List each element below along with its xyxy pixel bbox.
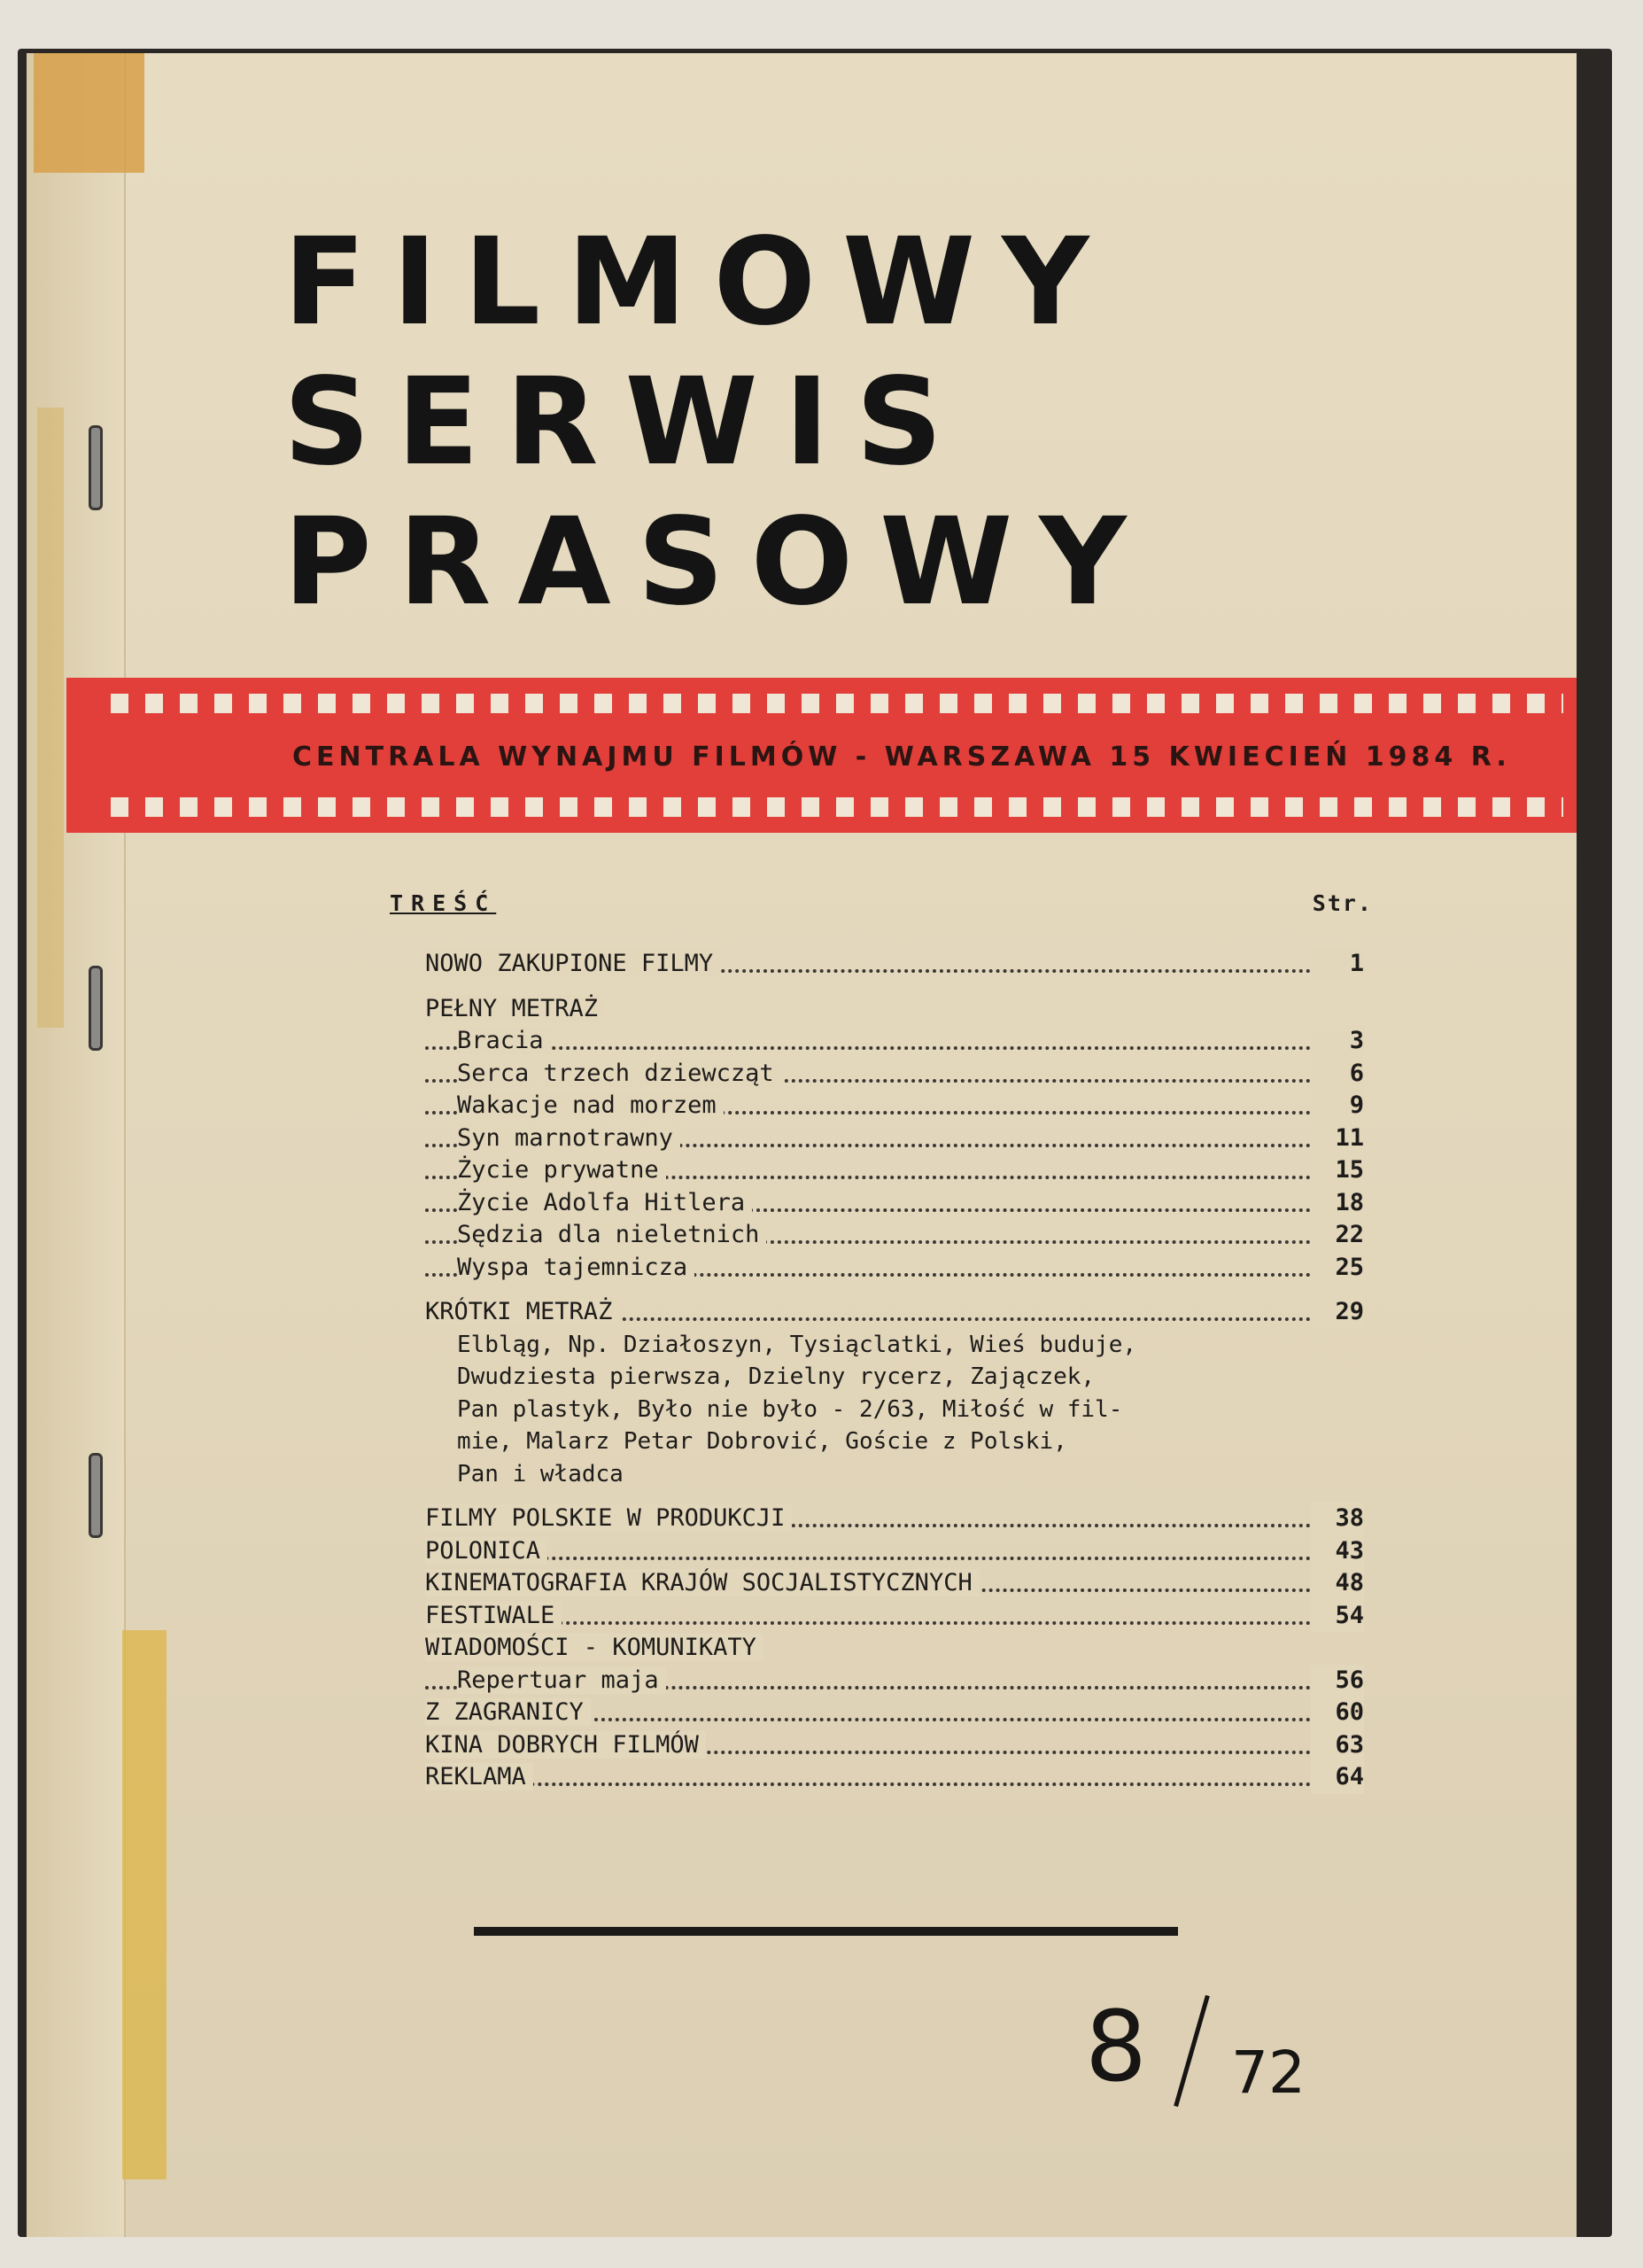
toc-page: 9	[1311, 1090, 1364, 1122]
toc-row	[425, 1503, 1364, 1535]
toc-row	[425, 1567, 1364, 1600]
issue-year: 72	[1231, 2039, 1306, 2107]
toc-row	[425, 1761, 1364, 1794]
toc-row	[425, 1535, 1364, 1568]
tape-left	[37, 408, 64, 1028]
toc-page: 60	[1311, 1697, 1364, 1729]
film-perforations-bottom	[111, 797, 1563, 817]
issue-slash	[1174, 1995, 1210, 2107]
banner-text: CENTRALA WYNAJMU FILMÓW - WARSZAWA 15 KWIECIEŃ 1984 R.	[292, 742, 1511, 773]
table-of-contents	[425, 948, 1364, 1794]
toc-row	[425, 1154, 1364, 1187]
toc-row	[425, 1729, 1364, 1762]
toc-label: Życie prywatne	[457, 1156, 666, 1184]
toc-header	[390, 890, 1373, 926]
toc-label: Wyspa tajemnicza	[457, 1254, 694, 1281]
short-films-line: Pan i władca	[457, 1460, 624, 1487]
spine	[27, 53, 126, 2237]
toc-page: 48	[1311, 1567, 1364, 1600]
toc-label: WIADOMOŚCI - KOMUNIKATY	[425, 1634, 763, 1661]
toc-label: KINEMATOGRAFIA KRAJÓW SOCJALISTYCZNYCH	[425, 1569, 980, 1596]
toc-page: 43	[1311, 1535, 1364, 1568]
issue-number-value: 8	[1085, 1990, 1147, 2103]
toc-page: 11	[1311, 1122, 1364, 1155]
toc-label: POLONICA	[425, 1537, 547, 1565]
film-perforations-top	[111, 694, 1563, 713]
toc-page: 29	[1311, 1296, 1364, 1329]
staple-1	[89, 425, 103, 510]
toc-page: 56	[1311, 1665, 1364, 1697]
toc-page: 25	[1311, 1252, 1364, 1285]
toc-label: KRÓTKI METRAŻ	[425, 1298, 619, 1325]
toc-label: Życie Adolfa Hitlera	[457, 1189, 752, 1216]
toc-label: Z ZAGRANICY	[425, 1698, 591, 1726]
toc-row	[425, 1058, 1364, 1091]
toc-row	[425, 1252, 1364, 1285]
film-strip-banner	[66, 678, 1577, 833]
toc-page: 54	[1311, 1600, 1364, 1633]
tape-top	[34, 53, 144, 173]
staple-2	[89, 966, 103, 1051]
toc-row	[425, 1697, 1364, 1729]
short-films-line: Elbląg, Np. Działoszyn, Tysiąclatki, Wieś buduje,	[457, 1331, 1137, 1358]
toc-row	[425, 1296, 1364, 1329]
toc-page: 64	[1311, 1761, 1364, 1794]
toc-label: PEŁNY METRAŻ	[425, 995, 605, 1022]
toc-label: FESTIWALE	[425, 1602, 562, 1629]
short-films-line: Pan plastyk, Było nie było - 2/63, Miłość w fil-	[457, 1395, 1123, 1423]
toc-row	[425, 993, 1364, 1026]
toc-label: Repertuar maja	[457, 1666, 666, 1694]
short-films-line: Dwudziesta pierwsza, Dzielny rycerz, Zajączek,	[457, 1363, 1096, 1390]
toc-page: 22	[1311, 1219, 1364, 1252]
toc-page-header: Str.	[1312, 890, 1373, 916]
toc-row	[425, 1122, 1364, 1155]
short-films-line: mie, Malarz Petar Dobrović, Goście z Polski,	[457, 1428, 1067, 1455]
masthead-line-3: PRASOWY	[283, 493, 1153, 633]
toc-label: KINA DOBRYCH FILMÓW	[425, 1731, 706, 1759]
masthead	[283, 213, 1153, 633]
staple-3	[89, 1453, 103, 1538]
toc-label: REKLAMA	[425, 1763, 533, 1790]
toc-label: Wakacje nad morzem	[457, 1091, 724, 1119]
toc-label: Serca trzech dziewcząt	[457, 1060, 781, 1087]
toc-row	[425, 1219, 1364, 1252]
toc-label: Syn marnotrawny	[457, 1124, 680, 1152]
toc-label: Bracia	[457, 1027, 551, 1054]
toc-row	[425, 1665, 1364, 1697]
toc-page: 15	[1311, 1154, 1364, 1187]
toc-row	[425, 948, 1364, 981]
toc-row	[425, 1187, 1364, 1220]
toc-label: NOWO ZAKUPIONE FILMY	[425, 950, 720, 977]
toc-label: Sędzia dla nieletnich	[457, 1221, 766, 1248]
magazine-cover	[27, 53, 1577, 2237]
toc-row	[425, 1090, 1364, 1122]
tape-bottom	[122, 1630, 167, 2179]
toc-page: 1	[1311, 948, 1364, 981]
toc-page: 38	[1311, 1503, 1364, 1535]
toc-row	[425, 1632, 1364, 1665]
toc-page: 3	[1311, 1025, 1364, 1058]
toc-page: 18	[1311, 1187, 1364, 1220]
toc-row	[425, 1025, 1364, 1058]
toc-title: TREŚĆ	[390, 890, 497, 916]
issue-number	[1085, 1984, 1377, 2126]
toc-row	[425, 1600, 1364, 1633]
horizontal-rule	[474, 1927, 1178, 1936]
masthead-line-2: SERWIS	[283, 353, 970, 493]
masthead-line-1: FILMOWY	[283, 213, 1116, 353]
toc-label: FILMY POLSKIE W PRODUKCJI	[425, 1504, 792, 1532]
toc-page: 63	[1311, 1729, 1364, 1762]
toc-page: 6	[1311, 1058, 1364, 1091]
